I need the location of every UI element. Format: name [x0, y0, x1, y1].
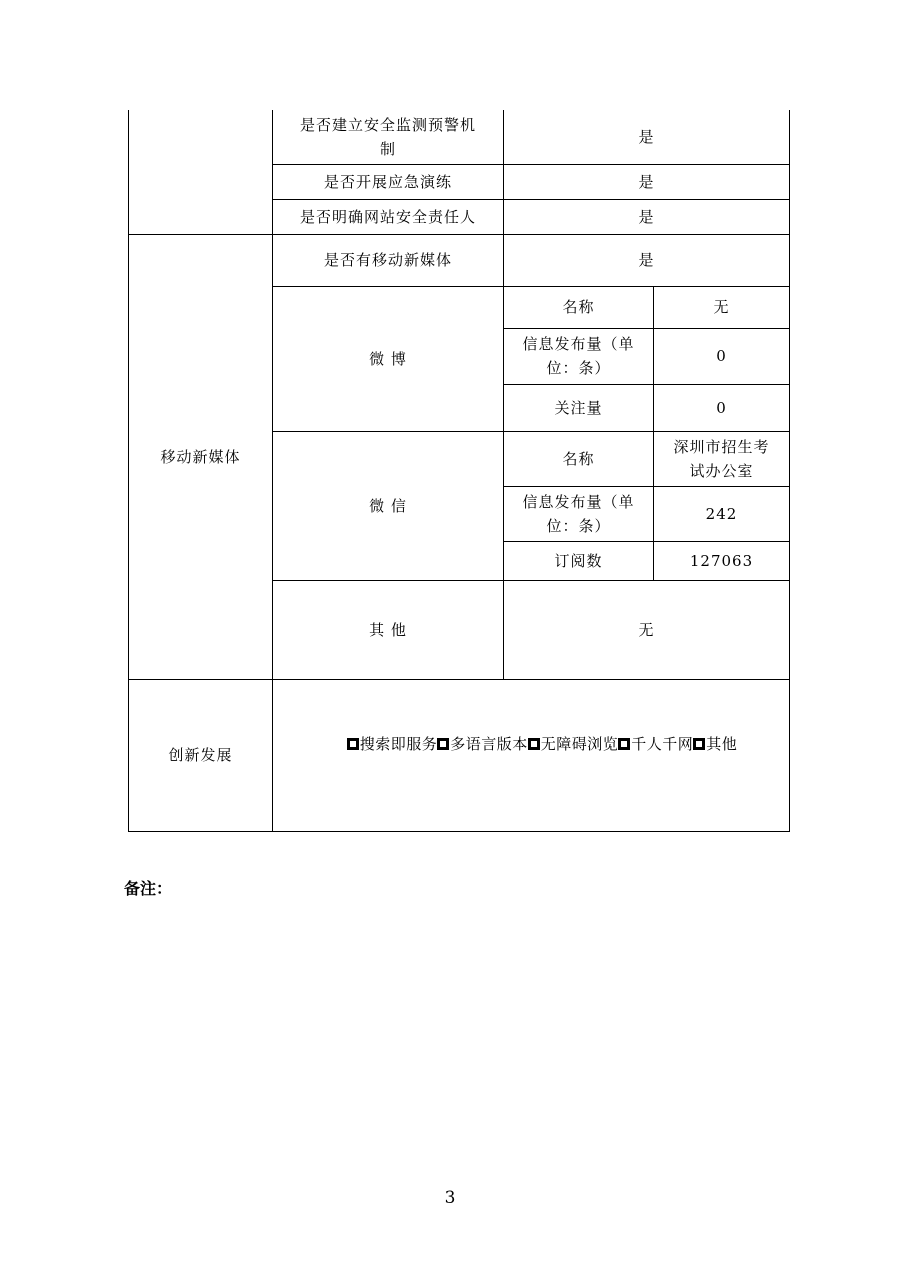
option-label: 多语言版本	[450, 735, 528, 753]
wechat-name-label: 名称	[504, 431, 654, 486]
option-label: 其他	[706, 735, 738, 753]
innovation-options	[273, 679, 790, 831]
drill-value: 是	[504, 164, 790, 199]
report-table	[128, 110, 790, 832]
responsible-value: 是	[504, 199, 790, 234]
wechat-name-value: 深圳市招生考试办公室	[654, 431, 790, 486]
wechat-subscribers-label: 订阅数	[504, 541, 654, 580]
weibo-followers-label: 关注量	[504, 384, 654, 431]
weibo-posts-value: 0	[654, 328, 790, 384]
media-section-label: 移动新媒体	[129, 234, 273, 679]
monitoring-value: 是	[504, 110, 790, 164]
page-number: 3	[444, 1188, 456, 1208]
weibo-name-label: 名称	[504, 286, 654, 328]
checkbox-icon[interactable]	[693, 738, 705, 750]
other-value: 无	[504, 580, 790, 679]
wechat-label: 微 信	[273, 431, 504, 580]
option-label: 搜索即服务	[359, 735, 438, 753]
checkbox-icon[interactable]	[618, 738, 630, 750]
responsible-label: 是否明确网站安全责任人	[273, 199, 504, 234]
weibo-followers-value: 0	[654, 384, 790, 431]
wechat-posts-value: 242	[654, 486, 790, 541]
checkbox-icon[interactable]	[528, 738, 540, 750]
other-label: 其 他	[273, 580, 504, 679]
innovation-label: 创新发展	[129, 679, 273, 831]
wechat-posts-label: 信息发布量（单位：条）	[504, 486, 654, 541]
checkbox-multilingual[interactable]	[437, 735, 528, 753]
weibo-name-value: 无	[654, 286, 790, 328]
weibo-posts-label: 信息发布量（单位：条）	[504, 328, 654, 384]
weibo-label: 微 博	[273, 286, 504, 431]
checkbox-icon[interactable]	[437, 738, 449, 750]
checkbox-other[interactable]	[693, 735, 737, 753]
note-label: 备注：	[124, 879, 173, 898]
wechat-subscribers-value: 127063	[654, 541, 790, 580]
checkbox-icon[interactable]	[347, 738, 359, 750]
option-label: 无障碍浏览	[540, 735, 619, 753]
has-media-value: 是	[504, 234, 790, 286]
has-media-label: 是否有移动新媒体	[273, 234, 504, 286]
drill-label: 是否开展应急演练	[273, 164, 504, 199]
checkbox-search-service[interactable]	[347, 735, 438, 753]
option-label: 千人千网	[631, 735, 694, 753]
security-section-cell	[129, 110, 273, 234]
checkbox-accessibility[interactable]	[528, 735, 619, 753]
monitoring-label: 是否建立安全监测预警机制	[273, 110, 504, 164]
checkbox-personalized[interactable]	[618, 735, 693, 753]
